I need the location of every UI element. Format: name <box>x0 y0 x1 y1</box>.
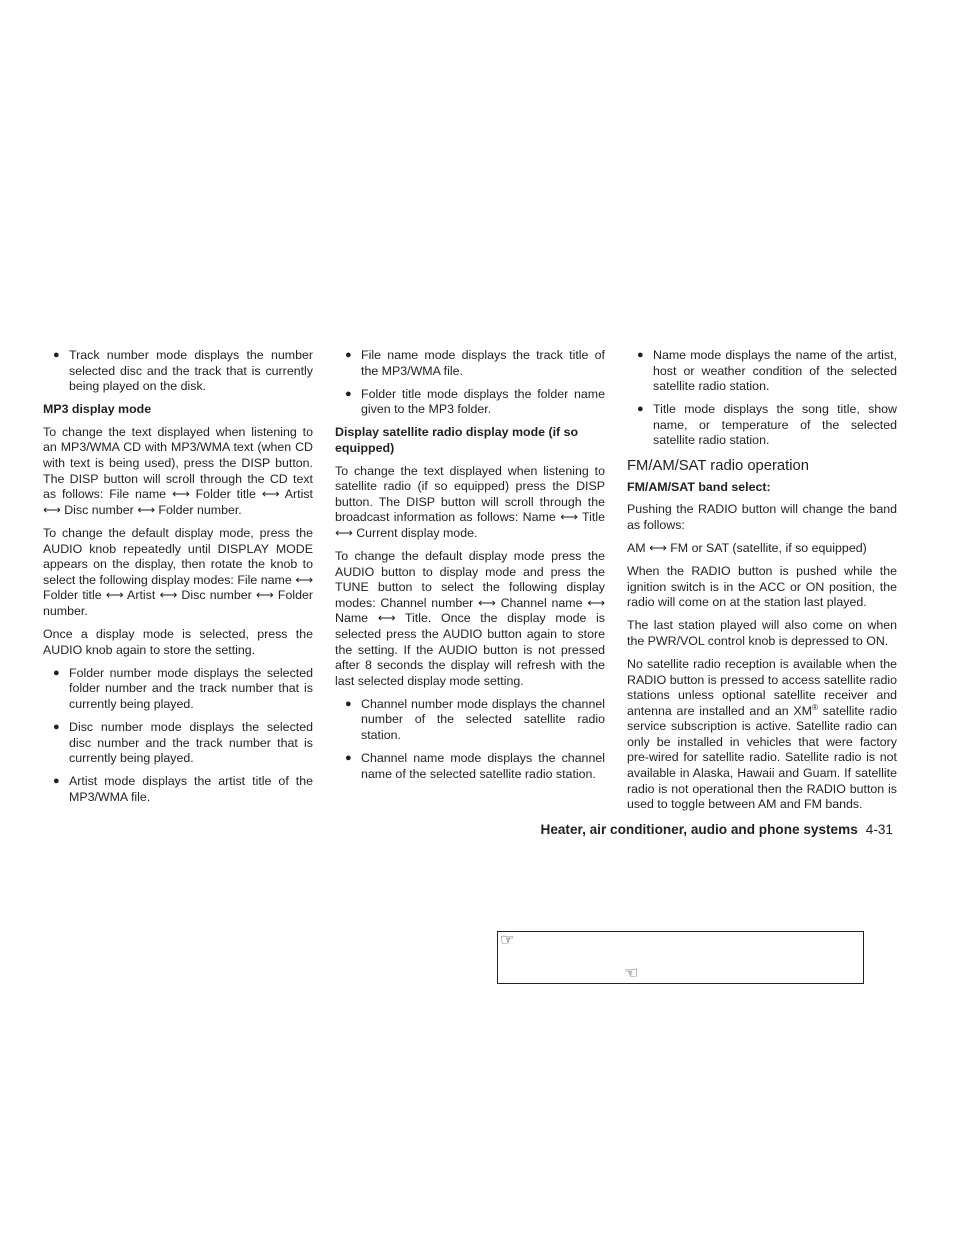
bullet-icon: ● <box>53 775 60 788</box>
bullet-icon: ● <box>345 697 352 710</box>
page-number: 4-31 <box>865 822 893 837</box>
bullet-icon: ● <box>637 349 644 361</box>
bullet-icon: ● <box>345 349 352 361</box>
list-item-text: Track number mode displays the number selected disc and the track that is currently being played on the disk. <box>69 348 313 394</box>
list-item-text: Folder number mode displays the selected folder number and the track number that is currently being played. <box>69 665 313 711</box>
subheading-mp3-display-mode: MP3 display mode <box>43 402 152 417</box>
list-item <box>627 402 897 449</box>
list-item-text: Title mode displays the song title, show name, or temperature of the selected satellite radio station. <box>653 402 897 448</box>
bullet-list <box>43 666 313 806</box>
paragraph: To change the text displayed when listening to an MP3/WMA CD with MP3/WMA text (when CD with text is being used), press the DISP button. The DISP button will scroll through the CD text as follows: File name ⟷ Folder title ⟷ Artist ⟷ Disc number ⟷ Folder number. <box>43 424 313 517</box>
bullet-icon: ● <box>53 666 60 679</box>
list-item <box>335 387 605 418</box>
column-3 <box>627 348 897 820</box>
list-item <box>335 348 605 379</box>
list-item-text: Channel number mode displays the channel number of the selected satellite radio station. <box>361 696 605 743</box>
paragraph: Pushing the RADIO button will change the band as follows: <box>627 502 897 532</box>
list-item <box>43 720 313 767</box>
list-item <box>335 751 605 782</box>
paragraph: To change the default display mode, press the AUDIO knob repeatedly until DISPLAY MODE appears on the display, then rotate the knob to select the following display modes: File name ⟷ Folder title ⟷ Artist ⟷ Disc number ⟷ Folder number. <box>43 525 313 618</box>
bullet-icon: ● <box>345 752 352 765</box>
bullet-list <box>627 348 897 449</box>
list-item <box>43 774 313 805</box>
subheading-band-select: FM/AM/SAT band select: <box>627 479 771 494</box>
bullet-list <box>335 348 605 418</box>
paragraph <box>627 657 897 813</box>
list-item-text: Disc number mode displays the selected disc number and the track number that is currently being played. <box>69 719 313 766</box>
list-item-text: Channel name mode displays the channel name of the selected satellite radio station. <box>361 751 605 781</box>
list-item-text: Name mode displays the name of the artist, host or weather condition of the selected satellite radio station. <box>653 348 897 394</box>
paragraph: AM ⟷ FM or SAT (satellite, if so equipped) <box>627 540 867 555</box>
registered-mark: ® <box>812 702 818 712</box>
column-2 <box>335 348 605 790</box>
bullet-icon: ● <box>637 403 644 416</box>
list-item-text: File name mode displays the track title of the MP3/WMA file. <box>361 348 605 378</box>
section-title-fm-am-sat: FM/AM/SAT radio operation <box>627 457 810 474</box>
pointing-hand-icon: ☜ <box>624 965 639 982</box>
paragraph-text: No satellite radio reception is available when the RADIO button is pressed to access satellite radio stations unless optional satellite receiver and antenna are installed and an XM <box>627 656 897 718</box>
paragraph-text: satellite radio service subscription is active. Satellite radio can only be installed in vehicles that were factory pre-wired for satellite radio. Satellite radio is not available in Alaska, Hawaii and Guam. If satellite radio is not operational then the RADIO button is used to toggle between AM and FM bands. <box>627 703 897 812</box>
list-item-text: Artist mode displays the artist title of the MP3/WMA file. <box>69 774 313 804</box>
list-item <box>627 348 897 395</box>
list-item-text: Folder title mode displays the folder name given to the MP3 folder. <box>361 386 605 417</box>
column-1 <box>43 348 313 813</box>
paragraph: To change the default display mode press the AUDIO button to display mode and press the TUNE button to select the following display modes: Channel number ⟷ Channel name ⟷ Name ⟷ Title. Once the display mode is selected press the AUDIO button again to store the setting. If the AUDIO button is not pressed after 8 seconds the display will refresh with the last selected display mode setting. <box>335 549 605 688</box>
bullet-list <box>43 348 313 395</box>
page-footer <box>0 821 893 839</box>
reference-box <box>497 931 864 984</box>
list-item <box>335 697 605 744</box>
bullet-icon: ● <box>53 720 60 733</box>
bullet-icon: ● <box>53 349 60 361</box>
bullet-icon: ● <box>345 387 352 400</box>
paragraph: The last station played will also come on when the PWR/VOL control knob is depressed to ON. <box>627 618 897 648</box>
paragraph: Once a display mode is selected, press the AUDIO knob again to store the setting. <box>43 627 313 657</box>
paragraph: When the RADIO button is pushed while the ignition switch is in the ACC or ON position, the radio will come on at the station last played. <box>627 563 897 610</box>
pointing-hand-icon: ☞ <box>500 932 515 949</box>
subheading-satellite-display-mode: Display satellite radio display mode (if so equipped) <box>335 425 579 455</box>
paragraph: To change the text displayed when listening to satellite radio (if so equipped) press the DISP button. The DISP button will scroll through the broadcast information as follows: Name ⟷ Title ⟷ Current display mode. <box>335 463 605 540</box>
list-item <box>43 666 313 713</box>
footer-section-title: Heater, air conditioner, audio and phone systems <box>540 822 858 837</box>
list-item <box>43 348 313 395</box>
bullet-list <box>335 697 605 782</box>
